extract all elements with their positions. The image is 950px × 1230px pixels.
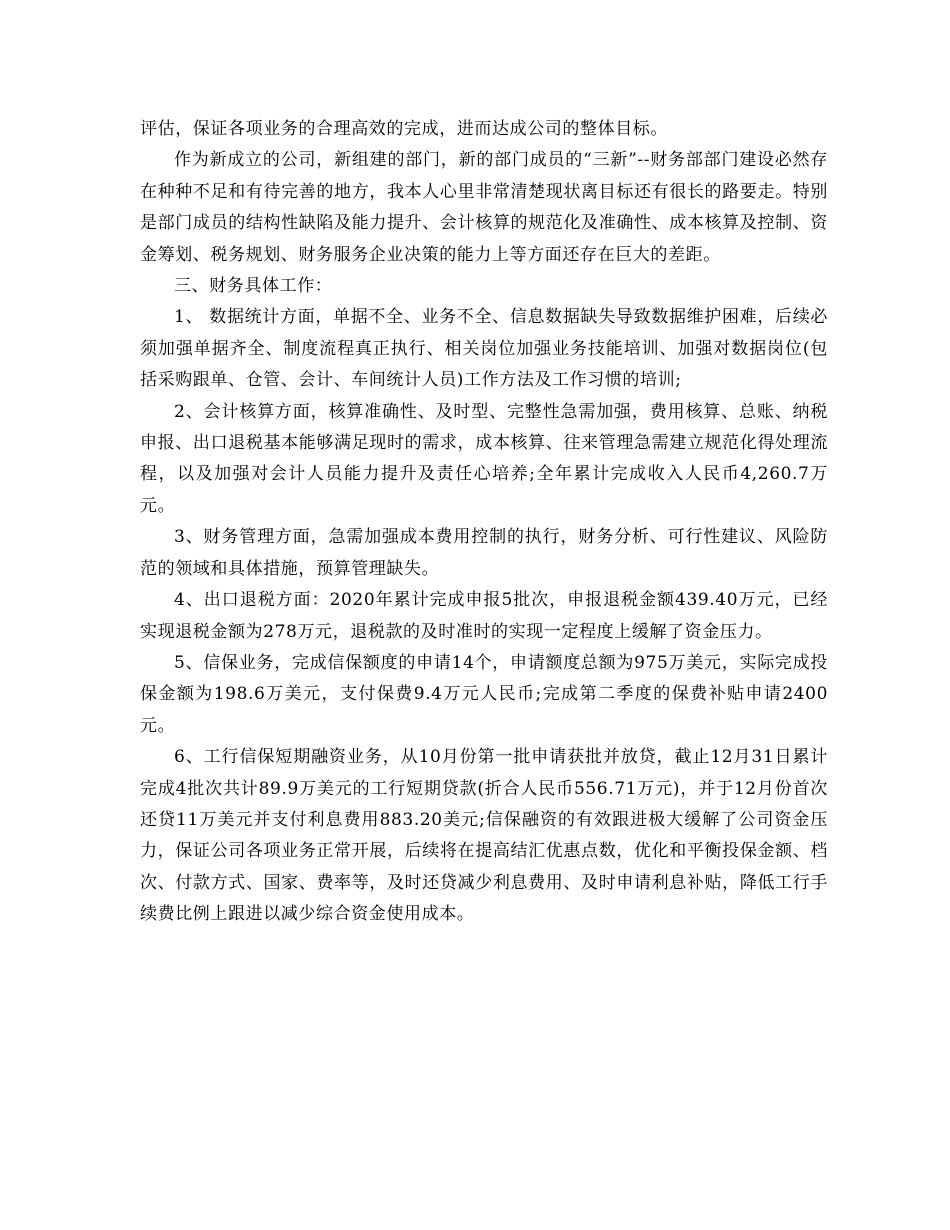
- paragraph-item-2-accounting: 2、会计核算方面，核算准确性、及时型、完整性急需加强，费用核算、总账、纳税申报、出口退税基本能够满足现时的需求，成本核算、往来管理急需建立规范化得处理流程，以及加强对会计人员能力提升及责任心培养;全年累计完成收入人民币4,260.7万元。: [140, 401, 828, 516]
- paragraph-item-3-financial-management: 3、财务管理方面，急需加强成本费用控制的执行，财务分析、可行性建议、风险防范的领域和具体措施，预算管理缺失。: [140, 527, 828, 579]
- section-heading-finance-work: 三、财务具体工作：: [174, 276, 333, 297]
- paragraph-item-6-short-term-financing: 6、工行信保短期融资业务，从10月份第一批申请获批并放贷，截止12月31日累计完成4批次共计89.9万美元的工行短期贷款(折合人民币556.71万元)，并于12月份首次还贷11万美元并支付利息费用883.20美元;信保融资的有效跟进极大缓解了公司资金压力，保证公司各项业务正常开展，后续将在提高结汇优惠点数，优化和平衡投保金额、档次、付款方式、国家、费率等，及时还贷减少利息费用、及时申请利息补贴，降低工行手续费比例上跟进以减少综合资金使用成本。: [140, 747, 828, 925]
- paragraph-item-5-credit-insurance: 5、信保业务，完成信保额度的申请14个，申请额度总额为975万美元，实际完成投保金额为198.6万美元，支付保费9.4万元人民币;完成第二季度的保费补贴申请2400元。: [140, 652, 828, 736]
- paragraph-item-1-data-statistics: 1、 数据统计方面，单据不全、业务不全、信息数据缺失导致数据维护困难，后续必须加强单据齐全、制度流程真正执行、相关岗位加强业务技能培训、加强对数据岗位(包括采购跟单、仓管、会计、车间统计人员)工作方法及工作习惯的培训;: [140, 307, 828, 391]
- paragraph-item-4-export-tax-rebate: 4、出口退税方面：2020年累计完成申报5批次，申报退税金额439.40万元，已经实现退税金额为278万元，退税款的及时准时的实现一定程度上缓解了资金压力。: [140, 590, 828, 642]
- document-body: [140, 114, 828, 931]
- paragraph-continuation: 评估，保证各项业务的合理高效的完成，进而达成公司的整体目标。: [140, 119, 668, 139]
- paragraph-new-department: 作为新成立的公司，新组建的部门，新的部门成员的“三新”--财务部部门建设必然存在种种不足和有待完善的地方，我本人心里非常清楚现状离目标还有很长的路要走。特别是部门成员的结构性缺陷及能力提升、会计核算的规范化及准确性、成本核算及控制、资金筹划、税务规划、财务服务企业决策的能力上等方面还存在巨大的差距。: [140, 150, 828, 265]
